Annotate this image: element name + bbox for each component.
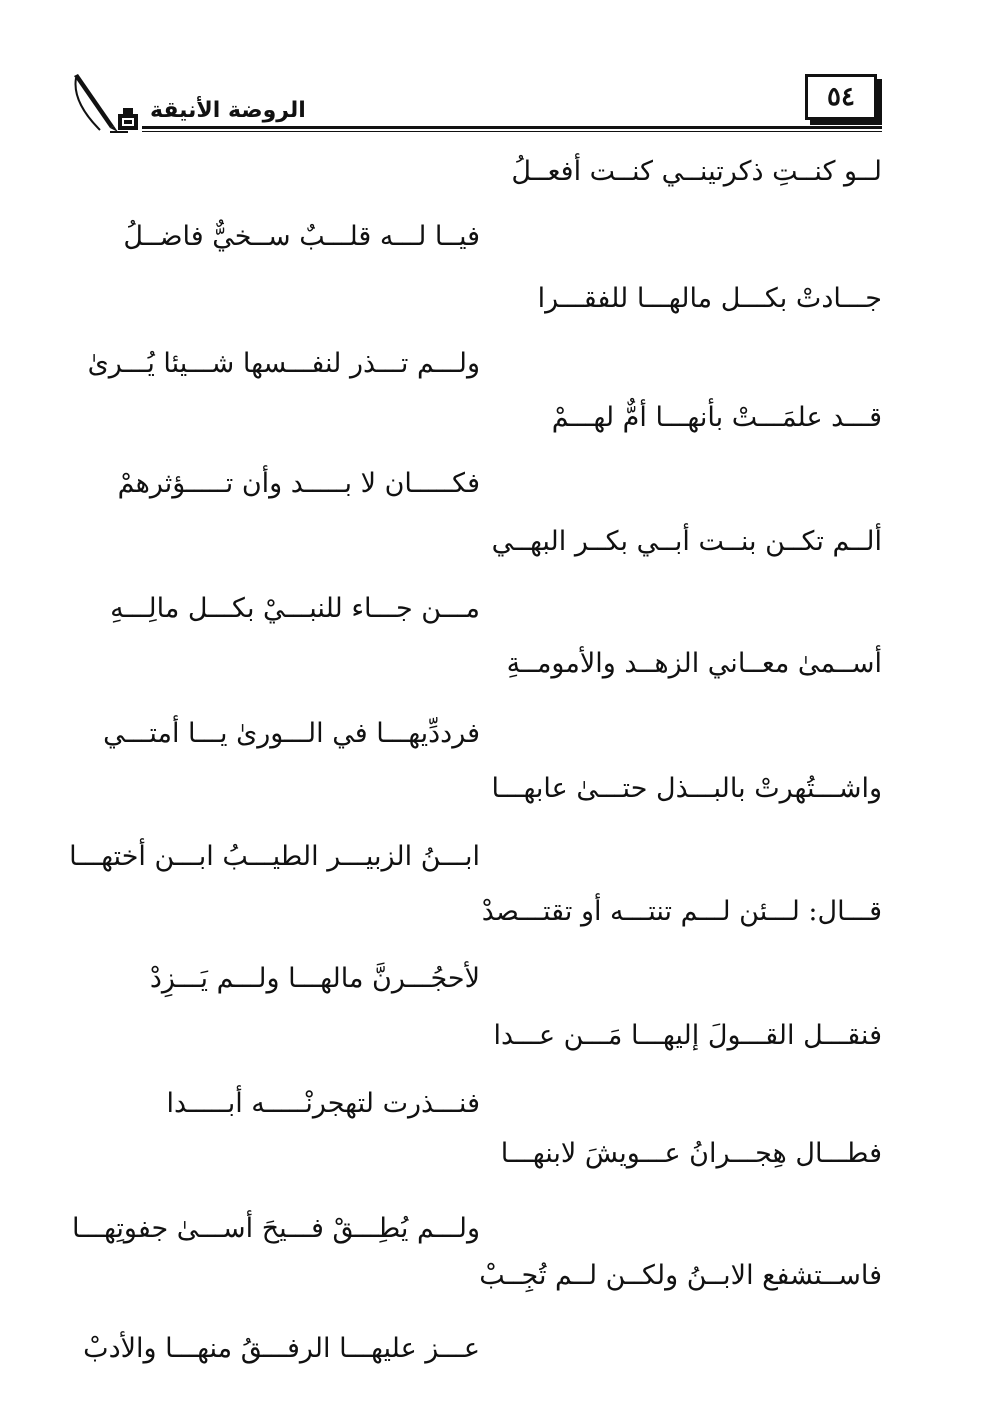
- header-rule-thick: [142, 126, 882, 129]
- verse-line-8: مـــن جـــاء للنبـــيْ بكـــل مالِـــهِ: [110, 593, 480, 624]
- header-rule-thin: [142, 131, 882, 132]
- verse-line-4: ولـــم تـــذر لنفـــسها شـــيئا يُـــرىٰ: [87, 348, 480, 379]
- verse-line-3: جـــادتْ بكـــل مالهـــا للفقـــرا: [537, 283, 882, 314]
- verse-line-2: فيــا لـــه قلـــبٌ ســخيٌّ فاضــلُ: [123, 221, 480, 252]
- verse-line-1: لــو كنــتِ ذكرتينــي كنــت أفعــلُ: [511, 156, 882, 187]
- verse-line-11: واشـــتُهرتْ بالبـــذل حتـــىٰ عابهـــا: [491, 773, 882, 804]
- page-number-box: [805, 74, 877, 120]
- verse-line-12: ابـــنُ الزبيـــر الطيـــبُ ابـــن أختهـــا: [69, 841, 480, 872]
- verse-line-16: فنـــذرت لتهجرنْـــــه أبـــــدا: [166, 1088, 480, 1119]
- verse-line-6: فكـــــان لا بـــــد وأن تـــــؤثرهمْ: [117, 468, 480, 499]
- book-title: الروضة الأنيقة: [150, 98, 306, 123]
- verse-line-7: ألــم تكــن بنــت أبــي بكــر البهــي: [491, 526, 882, 557]
- verse-line-10: فرددِّيهـــا في الـــورىٰ يـــا أمتـــي: [103, 718, 480, 749]
- verse-line-19: فاســتشفع الابــنُ ولكــن لــم تُجِــبْ: [479, 1260, 882, 1291]
- page-header: [70, 60, 890, 150]
- verse-line-14: لأحجُـــرنَّ مالهـــا ولـــم يَـــزِدْ: [149, 963, 480, 994]
- pen-icon: [70, 72, 130, 134]
- verse-line-13: قـــال: لـــئن لـــم تنتـــه أو تقتـــصدْ: [481, 896, 882, 927]
- verse-line-20: عـــز عليهـــا الرفـــقُ منهـــا والأدبْ: [83, 1333, 480, 1364]
- verse-line-17: فطـــال هِجـــرانُ عـــويشَ لابنهـــا: [500, 1138, 882, 1169]
- verse-line-18: ولـــم يُطِـــقْ فـــيحَ أســـىٰ جفوتِهـــا: [72, 1213, 480, 1244]
- page-number: ٥٤: [827, 82, 855, 112]
- verse-line-5: قـــد علمَـــتْ بأنهـــا أمٌّ لهـــمْ: [551, 402, 882, 433]
- verse-line-9: أســمىٰ معــاني الزهــد والأمومــةِ: [506, 648, 882, 679]
- verse-line-15: فنقـــل القـــولَ إليهـــا مَـــن عـــدا: [493, 1020, 882, 1051]
